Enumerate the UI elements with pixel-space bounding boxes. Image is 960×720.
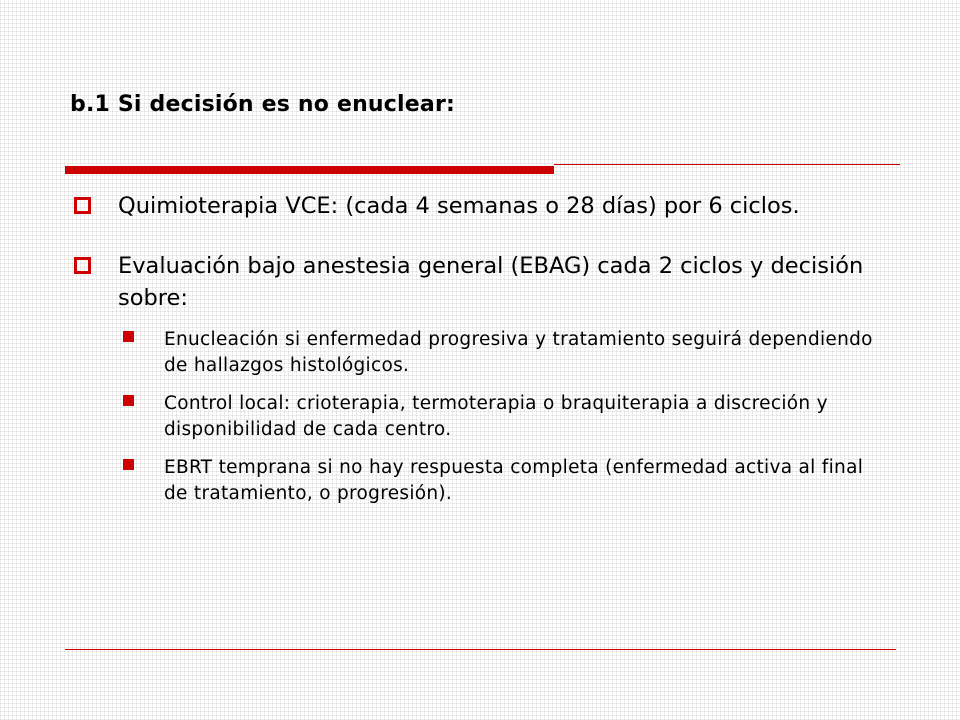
bullet-item <box>72 250 892 507</box>
title-divider-thick <box>65 166 554 174</box>
sub-bullet-list <box>118 327 892 507</box>
sub-bullet-item <box>118 391 892 443</box>
bullet-text: Quimioterapia VCE: (cada 4 semanas o 28 días) por 6 ciclos. <box>118 193 800 219</box>
footer-divider <box>65 649 896 650</box>
bullet-text: Evaluación bajo anestesia general (EBAG) cada 2 ciclos y decisión sobre: <box>118 253 864 311</box>
sub-bullet-text: EBRT temprana si no hay respuesta completa (enfermedad activa al final de tratamiento, o progresión). <box>164 457 864 504</box>
sub-bullet-text: Enucleación si enfermedad progresiva y tratamiento seguirá dependiendo de hallazgos histológicos. <box>164 329 873 376</box>
bullet-list <box>72 190 892 535</box>
filled-square-bullet-icon <box>123 331 134 342</box>
slide-title: b.1 Si decisión es no enuclear: <box>70 92 455 117</box>
filled-square-bullet-icon <box>123 395 134 406</box>
filled-square-bullet-icon <box>123 459 134 470</box>
title-divider-thin <box>554 164 900 165</box>
sub-bullet-item <box>118 327 892 379</box>
hollow-square-bullet-icon <box>74 257 91 274</box>
bullet-item <box>72 190 892 222</box>
sub-bullet-item <box>118 455 892 507</box>
hollow-square-bullet-icon <box>74 197 91 214</box>
sub-bullet-text: Control local: crioterapia, termoterapia o braquiterapia a discreción y disponibilidad de cada centro. <box>164 393 828 440</box>
